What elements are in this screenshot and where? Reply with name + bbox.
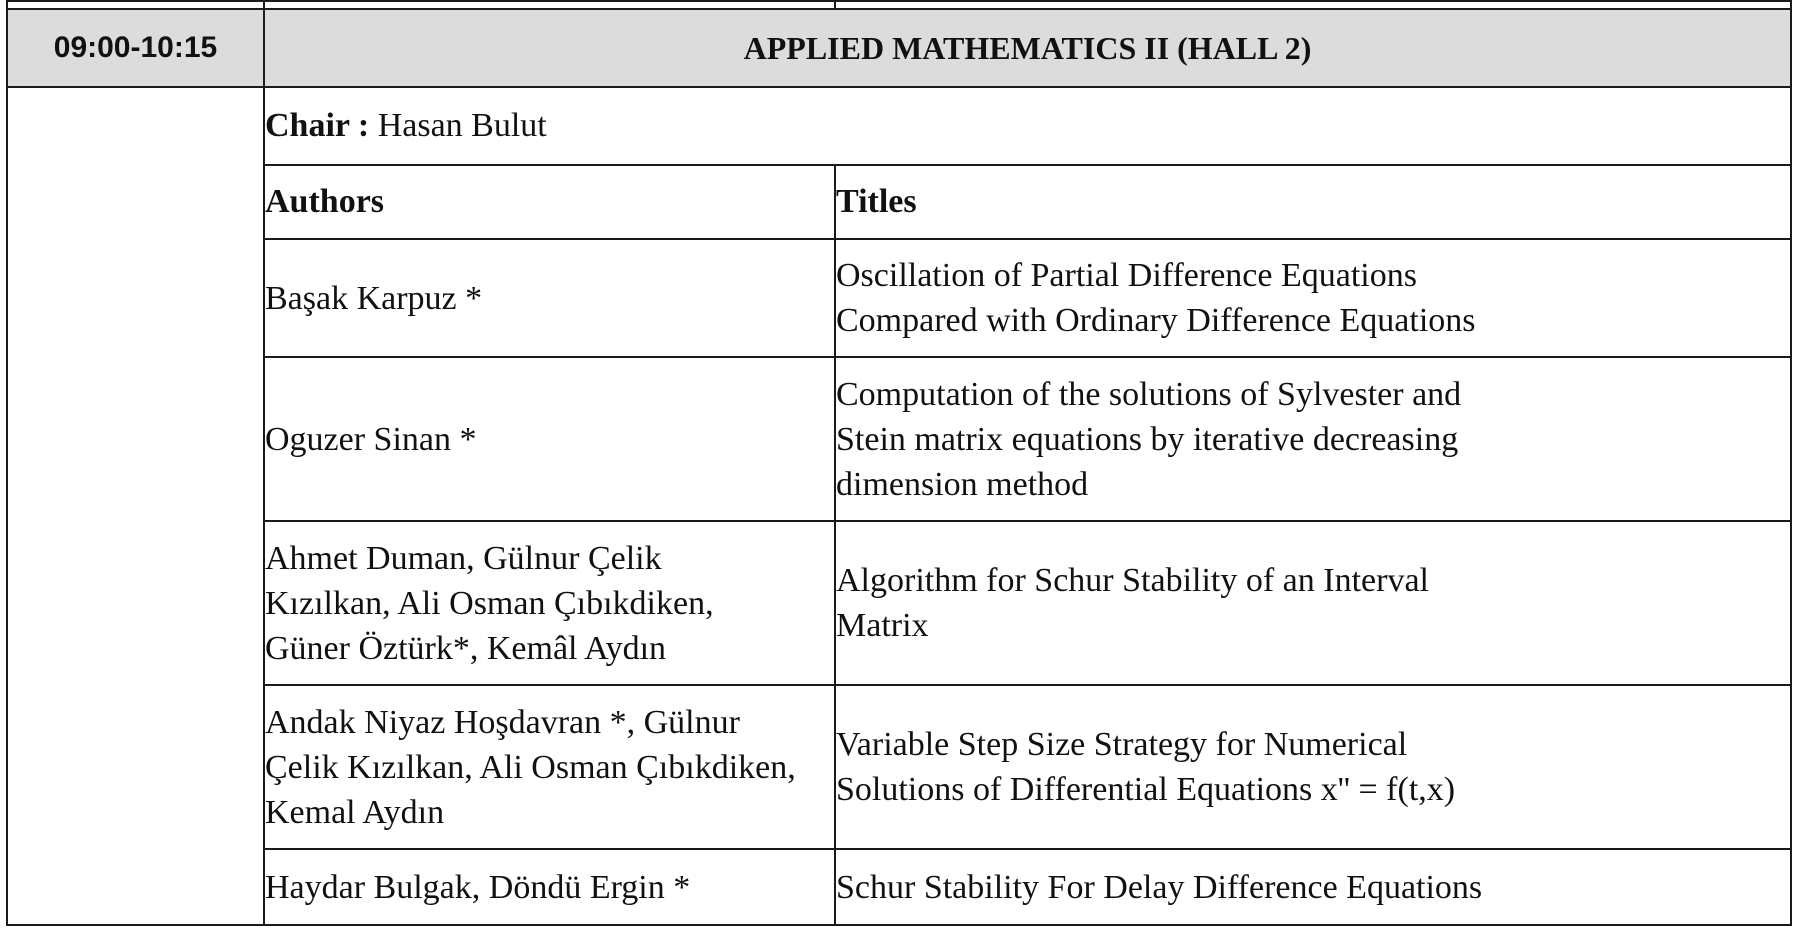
chair-name: Hasan Bulut bbox=[377, 107, 547, 144]
title-cell: Computation of the solutions of Sylvester and Stein matrix equations by iterative decreasing dimension method bbox=[835, 357, 1791, 521]
table-row bbox=[7, 521, 1791, 685]
column-header-row bbox=[7, 165, 1791, 239]
authors-cell: Ahmet Duman, Gülnur Çelik Kızılkan, Ali Osman Çıbıkdiken, Güner Öztürk*, Kemâl Aydın bbox=[264, 521, 835, 685]
chair-label: Chair : bbox=[265, 107, 370, 144]
authors-cell: Oguzer Sinan * bbox=[264, 357, 835, 521]
authors-cell: Andak Niyaz Hoşdavran *, Gülnur Çelik Kızılkan, Ali Osman Çıbıkdiken, Kemal Aydın bbox=[264, 685, 835, 849]
authors-cell: Başak Karpuz * bbox=[264, 239, 835, 357]
previous-row-stub bbox=[7, 1, 1791, 9]
title-cell: Schur Stability For Delay Difference Equations bbox=[835, 849, 1791, 925]
table-row bbox=[7, 239, 1791, 357]
authors-cell: Haydar Bulgak, Döndü Ergin * bbox=[264, 849, 835, 925]
title-cell: Oscillation of Partial Difference Equations Compared with Ordinary Difference Equations bbox=[835, 239, 1791, 357]
chair-cell bbox=[264, 87, 1791, 165]
authors-header: Authors bbox=[264, 165, 835, 239]
table-row bbox=[7, 357, 1791, 521]
schedule-frame bbox=[6, 0, 1790, 924]
title-cell: Variable Step Size Strategy for Numerical Solutions of Differential Equations x'' = f(t,x) bbox=[835, 685, 1791, 849]
table-row bbox=[7, 849, 1791, 925]
session-table bbox=[6, 0, 1792, 926]
session-header-row bbox=[7, 9, 1791, 87]
time-column-empty bbox=[7, 87, 264, 925]
chair-row bbox=[7, 87, 1791, 165]
table-row bbox=[7, 685, 1791, 849]
title-cell: Algorithm for Schur Stability of an Interval Matrix bbox=[835, 521, 1791, 685]
titles-header: Titles bbox=[835, 165, 1791, 239]
session-title: APPLIED MATHEMATICS II (HALL 2) bbox=[264, 9, 1791, 87]
session-time: 09:00-10:15 bbox=[7, 9, 264, 87]
